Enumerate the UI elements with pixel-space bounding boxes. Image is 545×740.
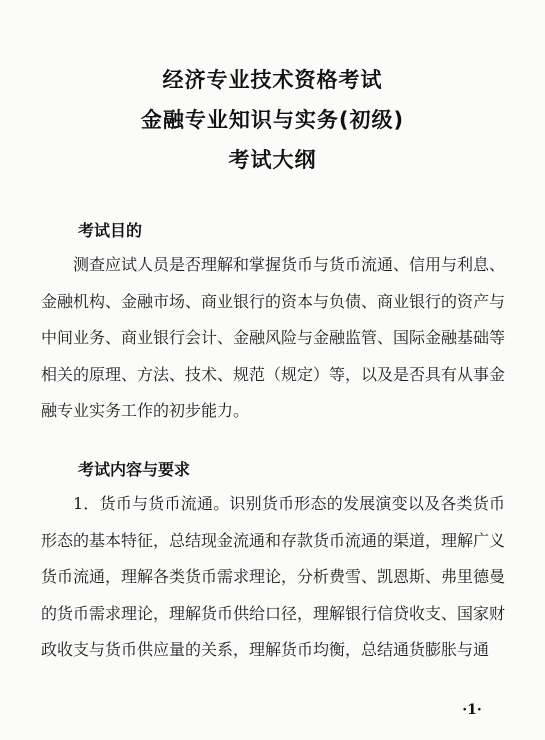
title-line-subject: 金融专业知识与实务(初级) (140, 108, 405, 132)
title-line-syllabus: 考试大纲 (228, 148, 317, 172)
section-heading-content: 考试内容与要求 (78, 460, 191, 479)
section-heading-purpose: 考试目的 (78, 221, 143, 240)
paragraph-item-1: 1．货币与货币流通。识别货币形态的发展演变以及各类货币形态的基本特征，总结现金流通和存款货币流通的渠道，理解广义货币流通，理解各类货币需求理论，分析费雪、凯恩斯、弗里德曼的货币需求理论，理解货币供给口径，理解银行信贷收支、国家财政收支与货币供应量的关系，理解货币均衡，总结通货膨胀与通 (41, 494, 506, 659)
document-title (0, 60, 545, 180)
title-line-exam-name: 经济专业技术资格考试 (162, 68, 383, 92)
paragraph-purpose: 测查应试人员是否理解和掌握货币与货币流通、信用与利息、金融机构、金融市场、商业银行的资本与负债、商业银行的资产与中间业务、商业银行会计、金融风险与金融监管、国际金融基础等相关的原理、方法、技术、规范（规定）等，以及是否具有从事金融专业实务工作的初步能力。 (41, 255, 506, 420)
page-number: ·1· (462, 702, 482, 718)
